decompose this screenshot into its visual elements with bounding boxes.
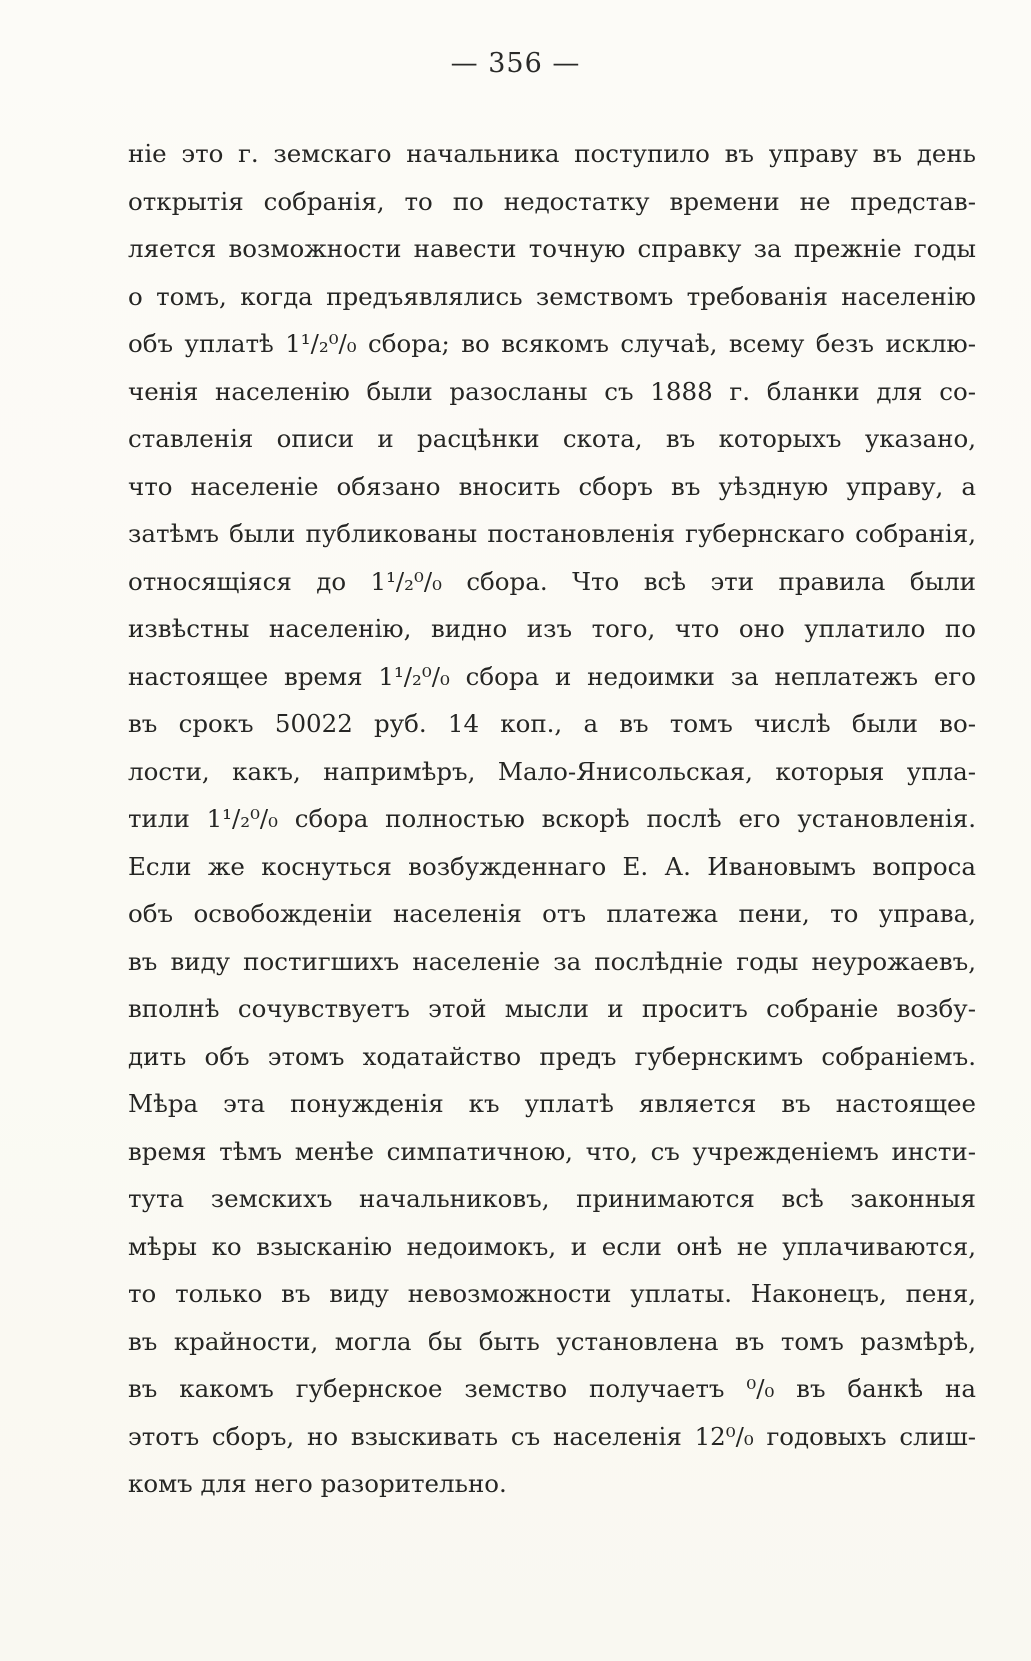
text-line: ставленія описи и расцѣнки скота, въ которыхъ указано, bbox=[128, 424, 976, 453]
text-line: въ срокъ 50022 руб. 14 коп., а въ томъ числѣ были во- bbox=[128, 709, 976, 738]
text-line: Если же коснуться возбужденнаго Е. А. Ивановымъ вопроса bbox=[128, 851, 976, 881]
text-line: извѣстны населенію, видно изъ того, что оно уплатило по bbox=[128, 614, 976, 643]
text-line: относящіяся до 1¹/₂⁰/₀ сбора. Что всѣ эти правила были bbox=[128, 566, 976, 596]
text-line: тили 1¹/₂⁰/₀ сбора полностью вскорѣ послѣ его установленія. bbox=[128, 804, 976, 833]
text-line: объ освобожденіи населенія отъ платежа пени, то управа, bbox=[128, 899, 976, 928]
text-line: этотъ сборъ, но взыскивать съ населенія 12⁰/₀ годовыхъ слиш- bbox=[128, 1421, 976, 1451]
text-line: время тѣмъ менѣе симпатичною, что, съ учрежденіемъ инсти- bbox=[128, 1136, 976, 1166]
text-line: объ уплатѣ 1¹/₂⁰/₀ сбора; во всякомъ случаѣ, всему безъ исклю- bbox=[128, 329, 976, 358]
text-line: ченія населенію были разосланы съ 1888 г. бланки для со- bbox=[128, 376, 976, 406]
text-line: ляется возможности навести точную справку за прежніе годы bbox=[128, 234, 976, 263]
text-line: въ крайности, могла бы быть установлена въ томъ размѣрѣ, bbox=[128, 1326, 976, 1356]
text-line: Мѣра эта понужденія къ уплатѣ является въ настоящее bbox=[128, 1089, 976, 1118]
text-line: ніе это г. земскаго начальника поступило въ управу въ день bbox=[128, 139, 976, 168]
text-line: дить объ этомъ ходатайство предъ губернскимъ собраніемъ. bbox=[128, 1041, 976, 1071]
text-line: вполнѣ сочувствуетъ этой мысли и проситъ собраніе возбу- bbox=[128, 994, 976, 1023]
page-number: — 356 — bbox=[450, 48, 581, 79]
text-line: что населеніе обязано вносить сборъ въ уѣздную управу, а bbox=[128, 471, 976, 501]
text-line: въ какомъ губернское земство получаетъ ⁰/₀ въ банкѣ на bbox=[128, 1374, 976, 1403]
text-line: открытія собранія, то по недостатку времени не представ- bbox=[128, 186, 976, 216]
text-line: мѣры ко взысканію недоимокъ, и если онѣ не уплачиваются, bbox=[128, 1231, 976, 1261]
text-line: комъ для него разорительно. bbox=[128, 1469, 507, 1498]
body-text bbox=[128, 130, 976, 1508]
text-line: лости, какъ, напримѣръ, Мало-Янисольская, которыя упла- bbox=[128, 756, 976, 786]
text-line: настоящее время 1¹/₂⁰/₀ сбора и недоимки за неплатежъ его bbox=[128, 661, 976, 691]
text-line: затѣмъ были публикованы постановленія губернскаго собранія, bbox=[128, 519, 976, 548]
text-line: тута земскихъ начальниковъ, принимаются всѣ законныя bbox=[128, 1184, 976, 1213]
text-line: о томъ, когда предъявлялись земствомъ требованія населенію bbox=[128, 281, 976, 311]
text-line: въ виду постигшихъ населеніе за послѣдніе годы неурожаевъ, bbox=[128, 946, 976, 976]
text-line: то только въ виду невозможности уплаты. Наконецъ, пеня, bbox=[128, 1279, 976, 1308]
